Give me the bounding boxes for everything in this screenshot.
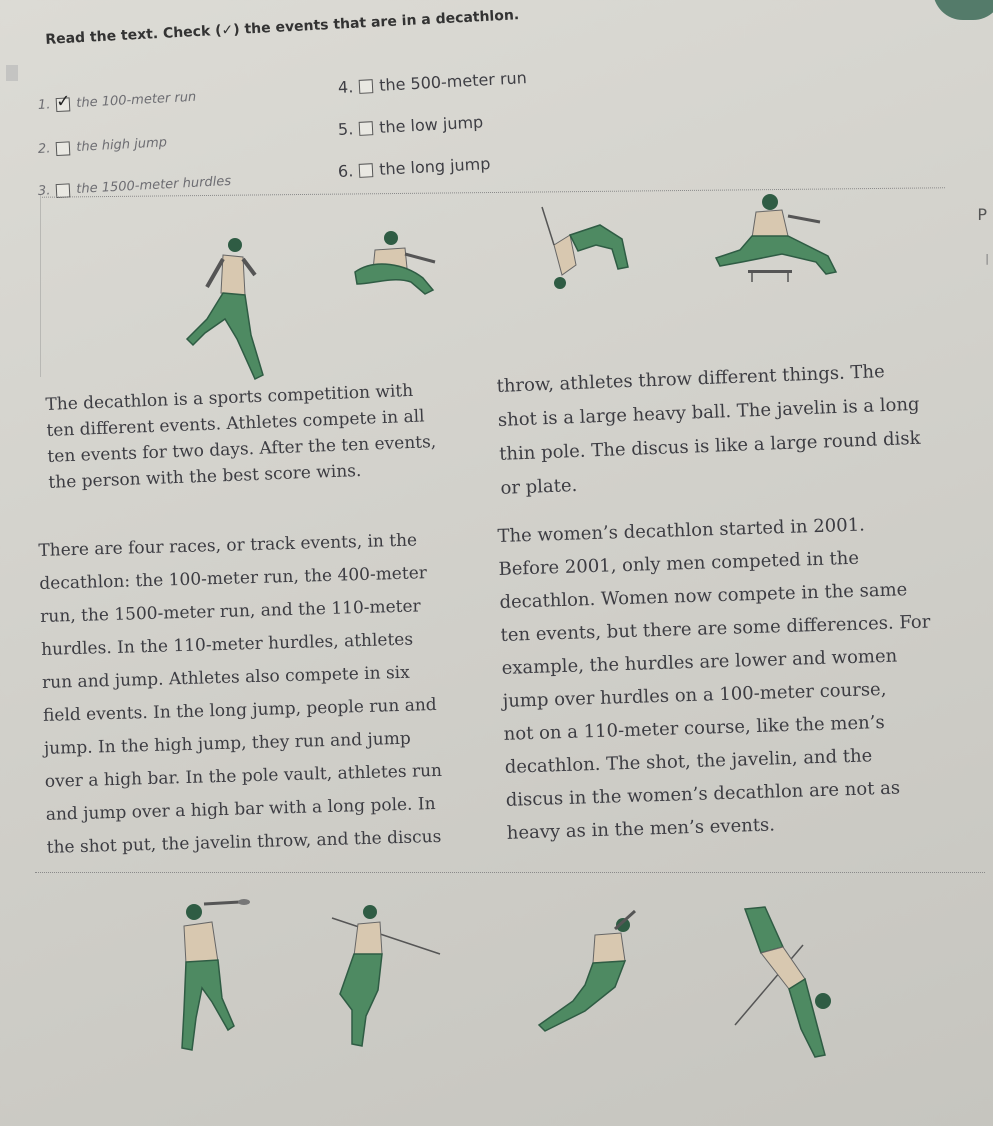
text-line: ten different events. Athletes compete in all — [46, 406, 425, 441]
text-line: thin pole. The discus is like a large round disk — [498, 427, 921, 465]
text-line: throw, athletes throw different things. The — [496, 361, 886, 397]
item-number: 5. — [337, 119, 354, 139]
checklist-item-2 — [38, 135, 168, 157]
discus-figure — [172, 898, 262, 1058]
bottom-divider — [35, 872, 985, 873]
text-line: decathlon: the 100-meter run, the 400-meter — [39, 563, 428, 594]
text-line: field events. In the long jump, people run and — [42, 694, 437, 726]
instruction: Read the text. Check (✓) the events that are in a decathlon. — [45, 7, 520, 48]
margin-mark: | — [985, 252, 989, 265]
text-line: shot is a large heavy ball. The javelin is a long — [497, 393, 920, 431]
checkbox[interactable] — [359, 121, 374, 136]
text-line: over a high bar. In the pole vault, athletes run — [44, 760, 443, 792]
tab-decoration — [933, 0, 993, 20]
text-line: heavy as in the men’s events. — [506, 814, 776, 844]
javelin-figure — [322, 898, 442, 1058]
checkbox[interactable] — [359, 163, 374, 178]
item-label: the 1500-meter hurdles — [75, 173, 232, 197]
checklist-item-6 — [338, 154, 491, 181]
text-line: and jump over a high bar with a long pole. In — [45, 794, 436, 825]
text-line: The women’s decathlon started in 2001. — [497, 514, 866, 547]
text-line: not on a 110-meter course, like the men’s — [503, 711, 885, 745]
item-label: the 500-meter run — [378, 68, 528, 95]
text-line: ten events for two days. After the ten events, — [47, 432, 437, 467]
text-line: ten events, but there are some differences. For — [500, 611, 931, 646]
text-line: example, the hurdles are lower and women — [501, 645, 898, 679]
item-label: the long jump — [378, 154, 491, 179]
text-line: the shot put, the javelin throw, and the discus — [46, 826, 442, 858]
item-number: 4. — [337, 77, 354, 97]
paragraph-1 — [45, 377, 438, 496]
text-line: run and jump. Athletes also compete in six — [41, 662, 410, 693]
pole-vault-figure — [725, 905, 855, 1065]
item-number: 2. — [37, 141, 51, 157]
high-jump-figure — [540, 205, 640, 295]
item-label: the 100-meter run — [75, 89, 197, 111]
exercise-icon — [6, 65, 18, 81]
text-line: run, the 1500-meter run, and the 110-meter — [40, 596, 421, 627]
text-line: Before 2001, only men competed in the — [498, 547, 860, 580]
long-jump-figure — [345, 228, 445, 298]
paragraph-2 — [38, 524, 444, 865]
checkbox[interactable] — [56, 141, 71, 156]
checkbox[interactable] — [56, 97, 71, 112]
runner-figure — [185, 235, 275, 385]
text-line: or plate. — [500, 474, 578, 499]
text-line: discus in the women’s decathlon are not as — [505, 777, 901, 811]
text-line: jump. In the high jump, they run and jump — [43, 728, 411, 759]
item-number: 3. — [37, 183, 51, 199]
text-line: The decathlon is a sports competition with — [45, 380, 414, 415]
paragraph-3 — [496, 354, 923, 506]
item-label: the low jump — [378, 112, 484, 137]
text-line: the person with the best score wins. — [48, 460, 362, 493]
shot-put-figure — [525, 905, 645, 1035]
checklist-item-4 — [338, 68, 528, 97]
margin-letter: P — [977, 205, 987, 224]
text-line: There are four races, or track events, in the — [38, 530, 418, 561]
checklist-item-1 — [38, 90, 197, 113]
item-label: the high jump — [75, 135, 168, 155]
checkbox[interactable] — [359, 79, 374, 94]
text-line: hurdles. In the 110-meter hurdles, athletes — [40, 629, 414, 660]
paragraph-4 — [497, 506, 937, 849]
text-line: decathlon. Women now compete in the same — [499, 579, 908, 613]
checklist-item-5 — [338, 112, 484, 139]
item-number: 6. — [337, 161, 354, 181]
item-number: 1. — [37, 97, 51, 113]
hurdle-figure — [712, 192, 852, 282]
text-line: decathlon. The shot, the javelin, and the — [504, 745, 873, 778]
text-line: jump over hurdles on a 100-meter course, — [502, 678, 887, 712]
